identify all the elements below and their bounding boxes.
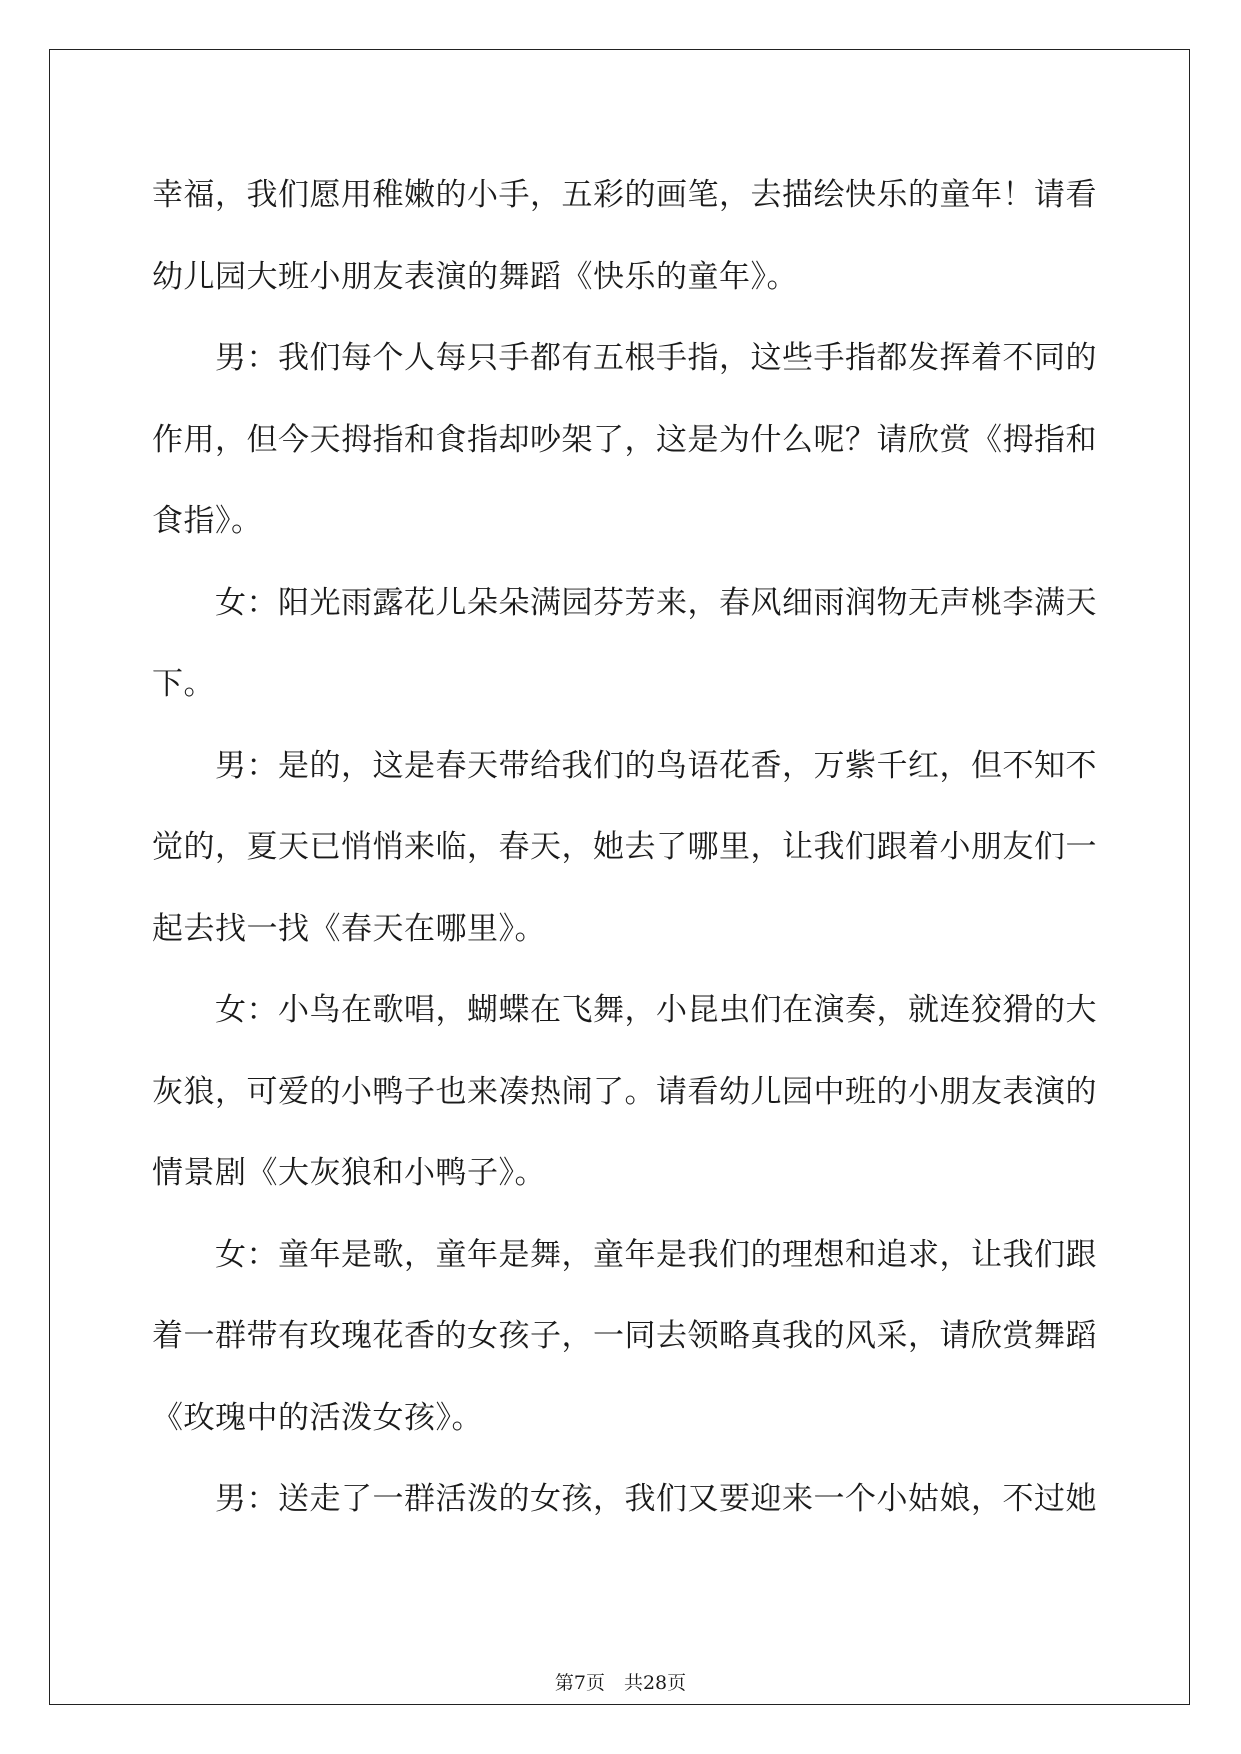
text-line: 女：童年是歌，童年是舞，童年是我们的理想和追求，让我们跟 xyxy=(152,1236,1097,1273)
text-line: 起去找一找《春天在哪里》。 xyxy=(152,910,546,947)
text-line: 觉的，夏天已悄悄来临，春天，她去了哪里，让我们跟着小朋友们一 xyxy=(152,829,1097,865)
text-line: 幸福，我们愿用稚嫩的小手，五彩的画笔，去描绘快乐的童年！请看 xyxy=(152,177,1097,213)
page-number-footer: 第7页 共28页 xyxy=(554,1672,687,1694)
text-line: 男：我们每个人每只手都有五根手指，这些手指都发挥着不同的 xyxy=(152,340,1097,376)
text-line: 灰狼，可爱的小鸭子也来凑热闹了。请看幼儿园中班的小朋友表演的 xyxy=(152,1073,1097,1110)
text-line: 幼儿园大班小朋友表演的舞蹈《快乐的童年》。 xyxy=(152,258,798,295)
text-line: 食指》。 xyxy=(152,503,263,539)
text-line: 着一群带有玫瑰花香的女孩子，一同去领略真我的风采，请欣赏舞蹈 xyxy=(152,1318,1097,1354)
text-line: 《玫瑰中的活泼女孩》。 xyxy=(152,1399,483,1436)
text-line: 男：送走了一群活泼的女孩，我们又要迎来一个小姑娘，不过她 xyxy=(152,1481,1097,1517)
text-line: 情景剧《大灰狼和小鸭子》。 xyxy=(152,1155,546,1191)
text-line: 作用，但今天拇指和食指却吵架了，这是为什么呢？请欣赏《拇指和 xyxy=(152,421,1097,458)
text-line: 女：阳光雨露花儿朵朵满园芬芳来，春风细雨润物无声桃李满天 xyxy=(152,584,1097,621)
text-line: 下。 xyxy=(152,666,215,702)
text-line: 男：是的，这是春天带给我们的鸟语花香，万紫千红，但不知不 xyxy=(152,747,1097,784)
text-line: 女：小鸟在歌唱，蝴蝶在飞舞，小昆虫们在演奏，就连狡猾的大 xyxy=(152,992,1097,1028)
document-body xyxy=(152,155,1097,1541)
